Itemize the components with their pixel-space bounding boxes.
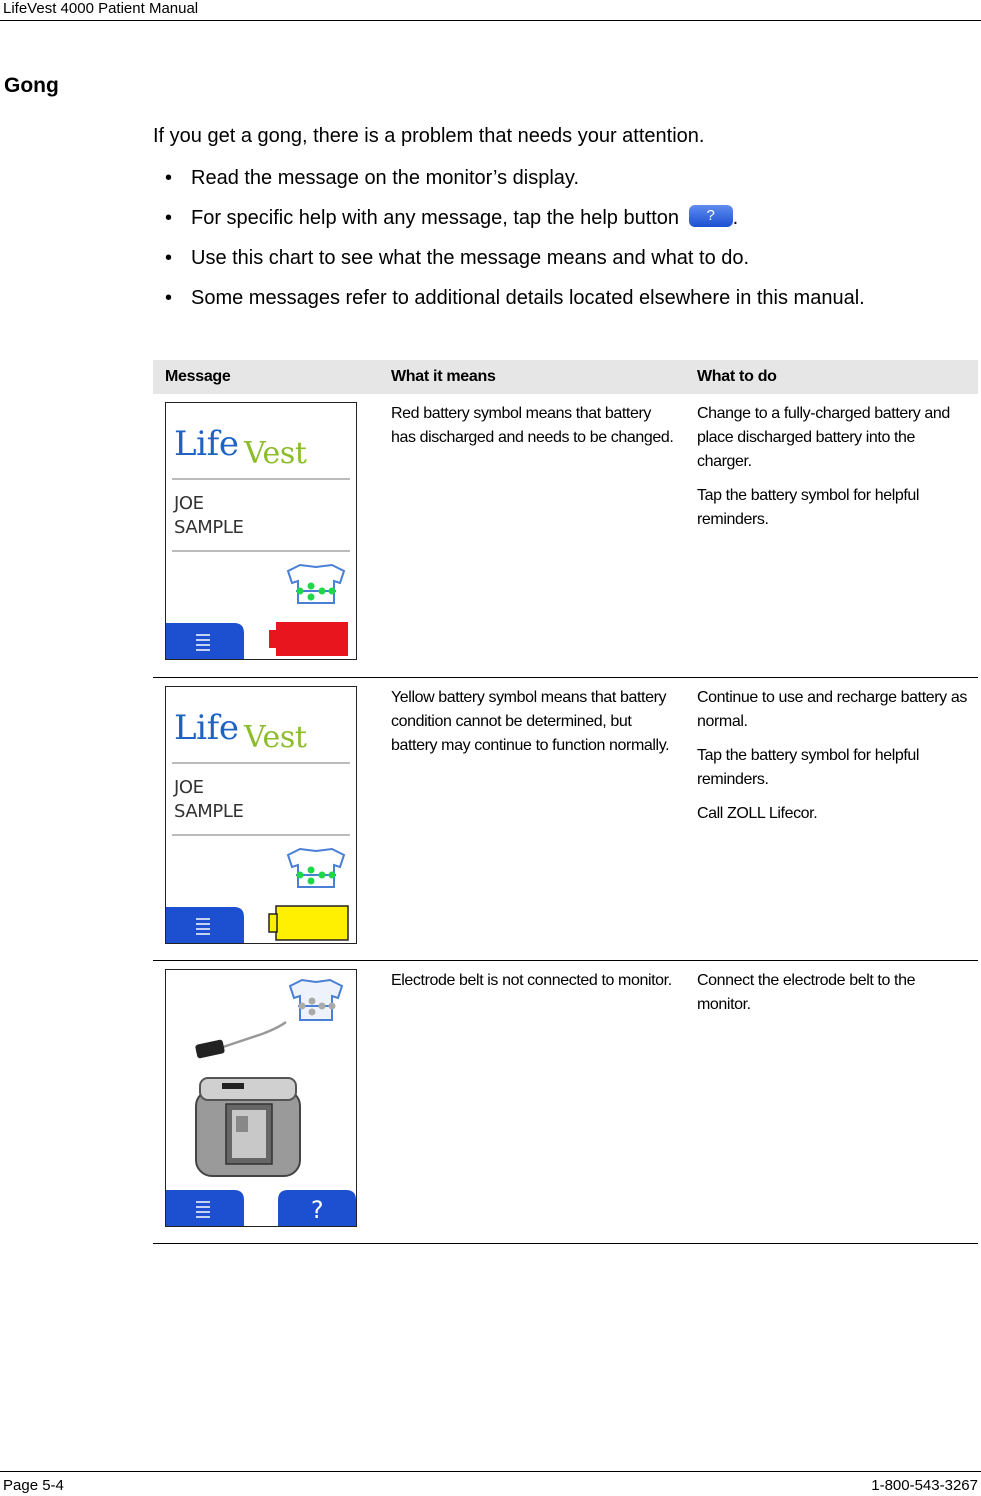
monitor-device-icon [196,1078,300,1176]
battery-icon [276,622,348,656]
instruction-list [153,164,865,324]
message-cell [153,960,379,1243]
action-text: Tap the battery symbol for helpful reminders. [697,746,920,788]
manual-title: LifeVest 4000 Patient Manual [3,0,199,17]
header-divider [0,20,981,21]
meaning-cell [379,677,685,960]
vest-icon [288,565,344,603]
action-cell [685,677,978,960]
list-item [153,164,865,204]
help-button-icon: ? [689,205,733,227]
brand-logo-vest: Vest [244,436,307,471]
support-phone: 1-800-543-3267 [871,1477,978,1494]
red-battery-screen [165,402,357,660]
brand-logo-life: Life [174,707,239,748]
chart-header-row [153,360,978,394]
question-mark-icon: ? [310,1195,324,1224]
meaning-text: Electrode belt is not connected to monitor. [391,971,672,989]
action-text: Connect the electrode belt to the monitor. [697,971,916,1013]
battery-terminal [269,914,277,932]
table-row [153,394,978,677]
footer-divider [0,1471,981,1472]
vest-icon [290,980,342,1020]
column-header-todo: What to do [685,360,978,394]
menu-button [166,1190,244,1226]
action-text: Continue to use and recharge battery as normal. [697,688,967,730]
menu-button [166,907,244,943]
list-item [153,204,865,244]
yellow-battery-screen [165,686,357,944]
meaning-text: Yellow battery symbol means that battery condition cannot be determined, but battery may continue to function normally. [391,688,670,754]
menu-button [166,623,244,659]
battery-icon [276,906,348,940]
column-header-means: What it means [379,360,685,394]
list-item-text: Read the message on the monitor’s display. [191,167,579,189]
list-item-text: For specific help with any message, tap the help button [191,207,685,229]
patient-first-name: JOE [174,493,204,514]
brand-logo-vest: Vest [244,719,307,755]
meaning-cell [379,960,685,1243]
message-cell [153,677,379,960]
battery-terminal [269,630,278,648]
patient-first-name: JOE [174,776,204,798]
action-text: Tap the battery symbol for helpful reminders. [697,487,920,528]
bullet-icon: • [165,167,173,189]
action-cell [685,394,978,677]
vest-icon [288,849,344,887]
brand-logo-life: Life [174,424,239,464]
electrode-belt-screen [165,969,357,1227]
action-text: Change to a fully-charged battery and place discharged battery into the charger. [697,405,950,470]
meaning-cell [379,394,685,677]
action-text: Call ZOLL Lifecor. [697,804,818,822]
meaning-text: Red battery symbol means that battery has discharged and needs to be changed. [391,405,674,446]
bullet-icon: • [165,247,173,269]
list-item-text: Use this chart to see what the message means and what to do. [191,247,750,269]
table-row [153,960,978,1243]
action-cell [685,960,978,1243]
intro-paragraph: If you get a gong, there is a problem that needs your attention. [153,125,705,147]
list-item [153,244,865,284]
bullet-icon: • [165,287,173,309]
patient-last-name: SAMPLE [174,517,244,538]
page-number: Page 5-4 [3,1477,64,1494]
patient-last-name: SAMPLE [174,800,244,822]
list-item-suffix: . [732,207,739,229]
bullet-icon: • [165,207,173,229]
section-heading: Gong [4,74,59,97]
list-item-text: Some messages refer to additional details located elsewhere in this manual. [191,287,865,309]
message-cell [153,394,379,677]
list-item [153,284,865,324]
table-row [153,677,978,960]
message-chart [153,360,978,1244]
column-header-message: Message [153,360,379,394]
electrode-cable-icon [195,1022,286,1059]
